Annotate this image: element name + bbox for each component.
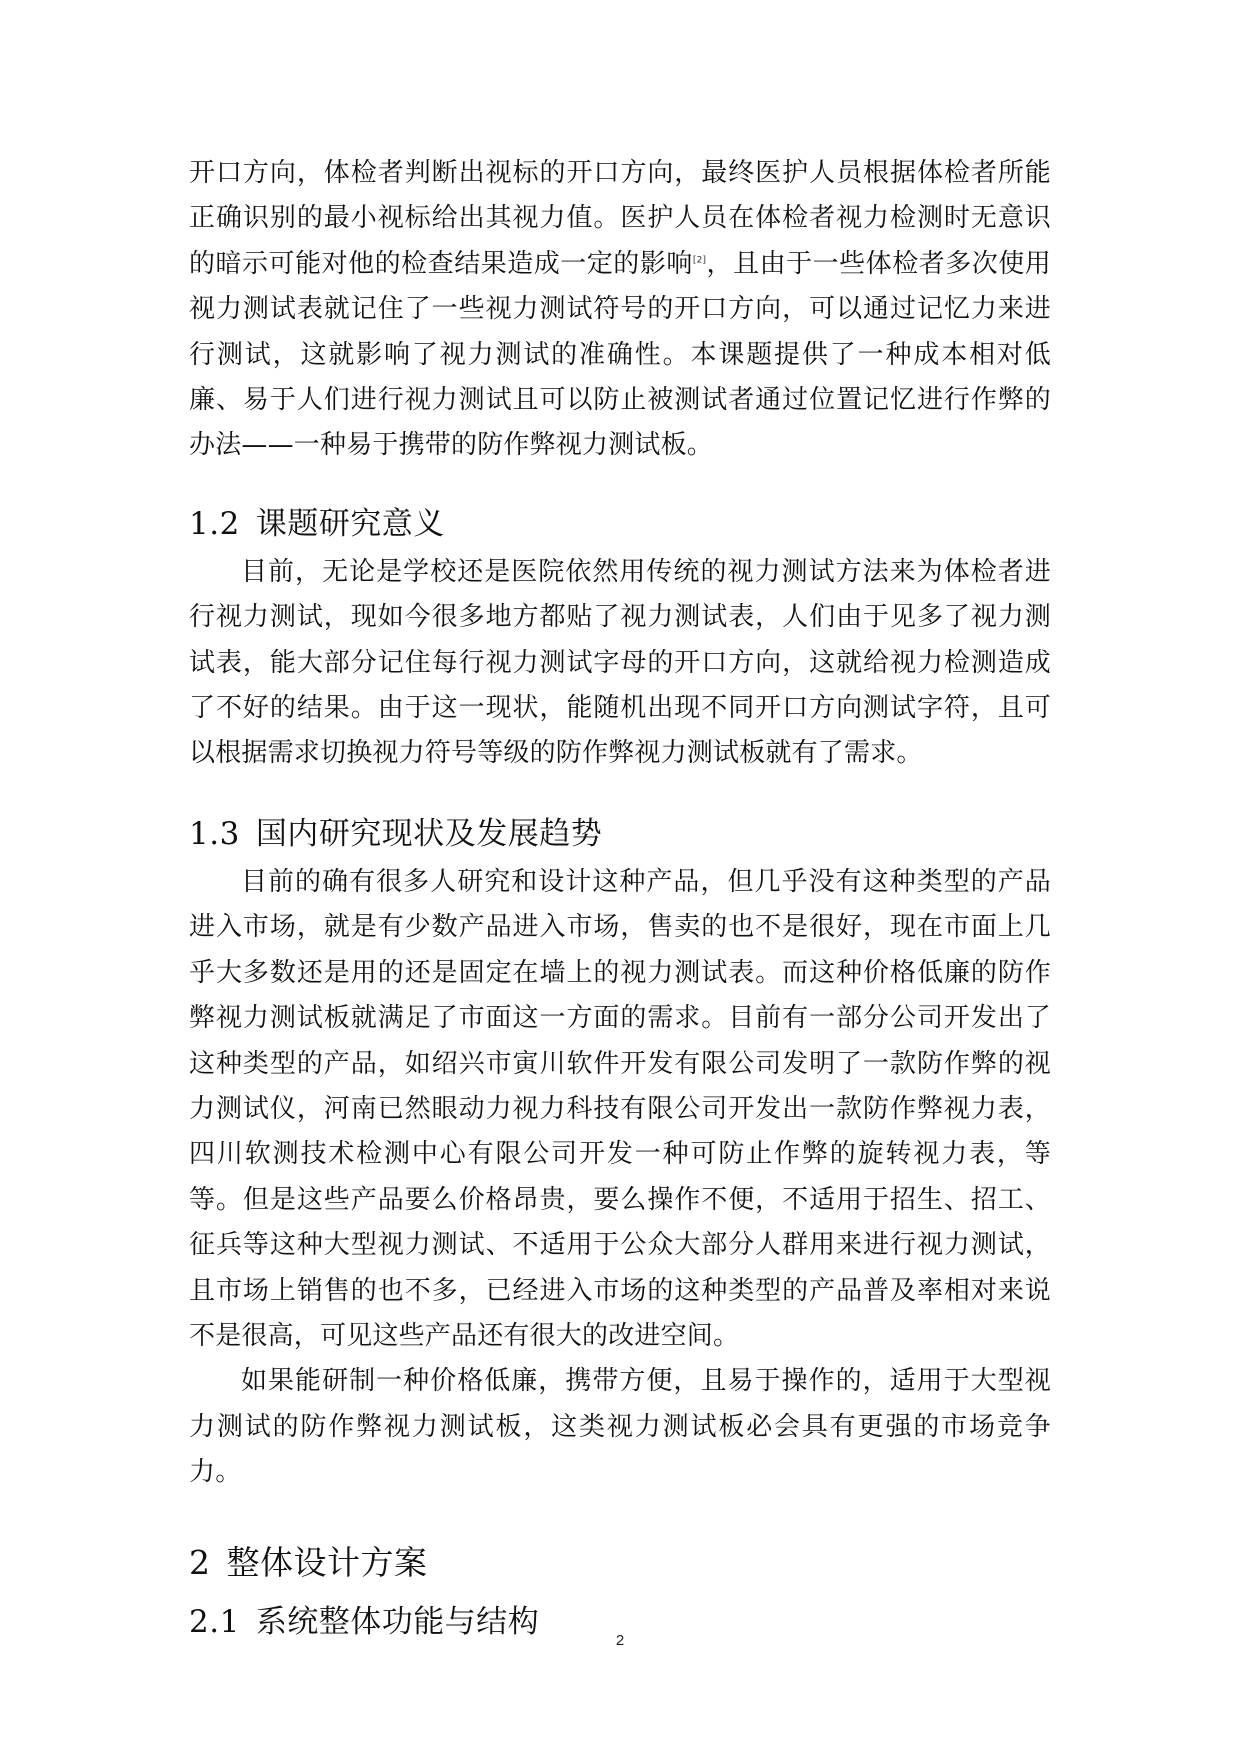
chapter-2-number: 2 (189, 1542, 211, 1582)
intro-paragraph (189, 151, 1051, 469)
section-1-2-heading (189, 502, 1051, 546)
section-1-3-paragraph-1: 目前的确有很多人研究和设计这种产品，但几乎没有这种类型的产品进入市场，就是有少数产品进入市场，售卖的也不是很好，现在市面上几乎大多数还是用的还是固定在墙上的视力测试表。而这种价格低廉的防作弊视力测试板就满足了市面这一方面的需求。目前有一部分公司开发出了这种类型的产品，如绍兴市寅川软件开发有限公司发明了一款防作弊的视力测试仪，河南已然眼动力视力科技有限公司开发出一款防作弊视力表，四川软测技术检测中心有限公司开发一种可防止作弊的旋转视力表，等等。但是这些产品要么价格昂贵，要么操作不便，不适用于招生、招工、征兵等这种大型视力测试、不适用于公众大部分人群用来进行视力测试，且市场上销售的也不多，已经进入市场的这种类型的产品普及率相对来说不是很高，可见这些产品还有很大的改进空间。 (189, 866, 1051, 1351)
section-1-3-heading (189, 812, 1051, 856)
section-1-2-title: 课题研究意义 (255, 505, 445, 542)
citation-ref[interactable]: [2] (692, 255, 707, 266)
chapter-2-title: 整体设计方案 (226, 1542, 428, 1582)
section-1-2-number: 1.2 (189, 505, 240, 542)
section-2-1-title: 系统整体功能与结构 (255, 1603, 540, 1640)
section-1-3-number: 1.3 (189, 815, 240, 852)
section-1-2-paragraph: 目前，无论是学校还是医院依然用传统的视力测试方法来为体检者进行视力测试，现如今很多地方都贴了视力测试表，人们由于见多了视力测试表，能大部分记住每行视力测试字母的开口方向，这就给视力检测造成了不好的结果。由于这一现状，能随机出现不同开口方向测试字符，且可以根据需求切换视力符号等级的防作弊视力测试板就有了需求。 (189, 556, 1051, 769)
intro-text-before-ref: 开口方向，体检者判断出视标的开口方向，最终医护人员根据体检者所能正确识别的最小视标给出其视力值。医护人员在体检者视力检测时无意识的暗示可能对他的检查结果造成一定的影响 (189, 158, 1051, 279)
page-content (189, 151, 1051, 1644)
section-1-3-paragraph-2: 如果能研制一种价格低廉，携带方便，且易于操作的，适用于大型视力测试的防作弊视力测试板，这类视力测试板必会具有更强的市场竞争力。 (189, 1366, 1051, 1488)
section-2-1-number: 2.1 (189, 1603, 240, 1640)
page-number: 2 (615, 1632, 625, 1649)
intro-text-after-ref: ，且由于一些体检者多次使用视力测试表就记住了一些视力测试符号的开口方向，可以通过记忆力来进行测试，这就影响了视力测试的准确性。本课题提供了一种成本相对低廉、易于人们进行视力测试且可以防止被测试者通过位置记忆进行作弊的办法——一种易于携带的防作弊视力测试板。 (189, 248, 1051, 461)
section-1-3-title: 国内研究现状及发展趋势 (255, 815, 603, 852)
chapter-2-heading (189, 1540, 1051, 1586)
